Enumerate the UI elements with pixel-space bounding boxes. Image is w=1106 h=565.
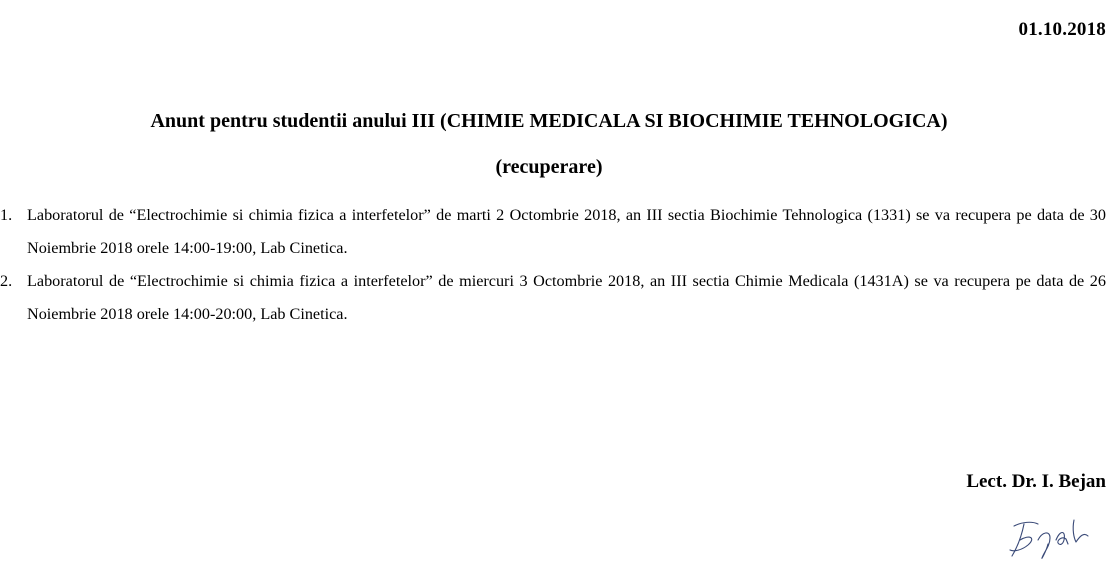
signature-stroke (1073, 520, 1088, 542)
signature-stroke (1056, 533, 1068, 545)
handwritten-signature (1000, 512, 1100, 562)
signature-stroke (1038, 533, 1050, 558)
list-item-text: Laboratorul de “Electrochimie si chimia fizica a interfetelor” de miercuri 3 Octombrie 2018, an III sectia Chimie Medicala (1431A) se va recupera pe data de 26 Noiembrie 2018 orele 14:00-20:00, Lab Cinetica. (27, 272, 1106, 323)
announcement-subtitle: (recuperare) (495, 156, 603, 178)
signatory-name: Lect. Dr. I. Bejan (966, 471, 1106, 492)
list-item (0, 265, 1106, 331)
announcement-list (0, 199, 1106, 331)
announcement-title: Anunt pentru studentii anului III (CHIMIE MEDICALA SI BIOCHIMIE TEHNOLOGICA) (150, 110, 948, 132)
list-item-number: 2. (0, 272, 13, 290)
list-item (0, 199, 1106, 265)
list-item-number: 1. (0, 206, 13, 224)
signature-stroke (1014, 522, 1038, 526)
document-date: 01.10.2018 (1018, 19, 1106, 40)
signature-stroke (1010, 537, 1032, 551)
list-item-text: Laboratorul de “Electrochimie si chimia fizica a interfetelor” de marti 2 Octombrie 2018, an III sectia Biochimie Tehnologica (1331) se va recupera pe data de 30 Noiembrie 2018 orele 14:00-19:00, Lab Cinetica. (27, 206, 1106, 257)
